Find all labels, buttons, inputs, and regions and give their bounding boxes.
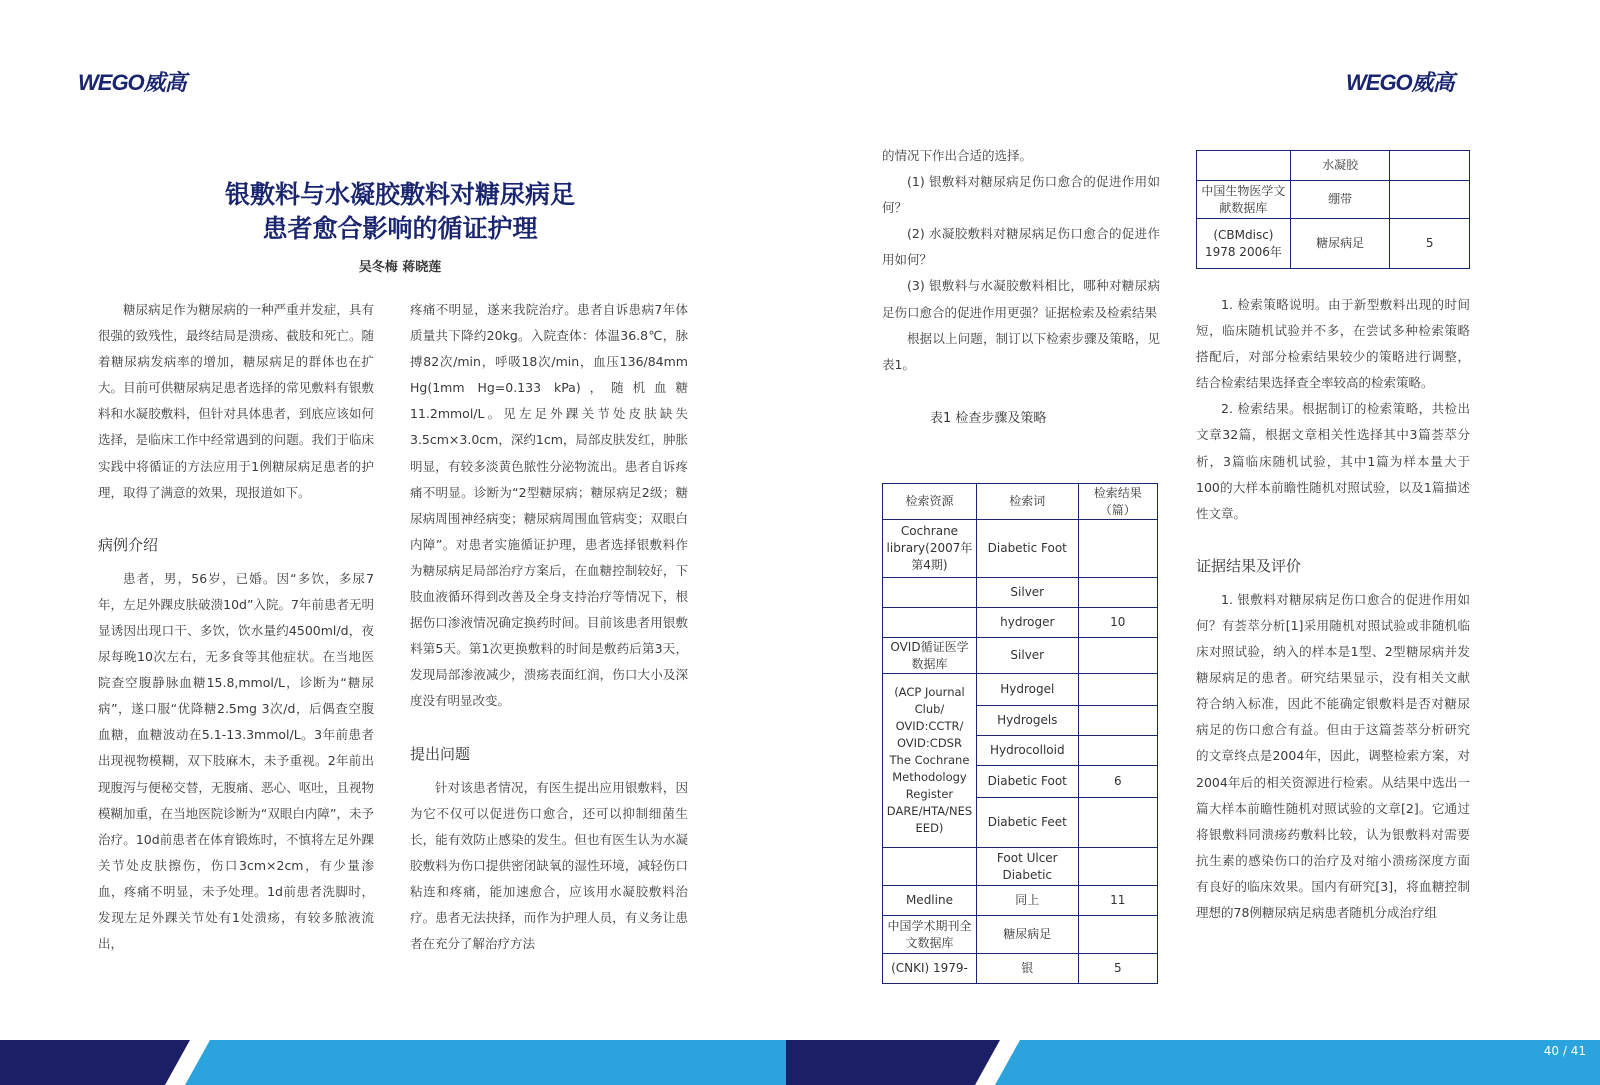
table-row: 水凝胶 — [1197, 151, 1470, 181]
question-3: (3) 银敷料与水凝胶敷料相比，哪种对糖尿病足伤口愈合的促进作用更强？证据检索及检索结果 — [882, 278, 1160, 320]
table-row: (CNKI) 1979- 银 5 — [883, 954, 1158, 984]
table-header-source: 检索资源 — [883, 484, 977, 520]
evidence-paragraph: 1. 银敷料对糖尿病足伤口愈合的促进作用如何？有荟萃分析[1]采用随机对照试验或非随机临床对照试验，纳入的样本是1型、2型糖尿病并发糖尿病足的患者。研究结果显示，没有相关文献符合纳入标准，因此不能确定银敷料是否对糖尿病足的伤口愈合有益。但由于这篇荟萃分析研究的文章终点是2004年，因此，调整检索方案，对2004年后的相关资源进行检索。从结果中选出一篇大样本前瞻性随机对照试验的文章[2]。它通过将银敷料同溃疡药敷料比较，认为银敷料对需要抗生素的感染伤口的治疗及对缩小溃疡深度方面有良好的临床效果。国内有研究[3]，将血糖控制理想的78例糖尿病足病患者随机分成治疗组 — [1196, 591, 1470, 920]
table-row: Cochrane library(2007年第4期) Diabetic Foot — [883, 520, 1158, 578]
footer-band — [0, 1040, 1600, 1085]
title-line-2: 患者愈合影响的循证护理 — [262, 214, 538, 243]
table-row: Foot Ulcer Diabetic — [883, 848, 1158, 886]
search-table-1 — [882, 483, 1158, 984]
article-title — [190, 178, 610, 246]
search-table-2 — [1196, 150, 1470, 269]
case-continued-paragraph: 疼痛不明显，遂来我院治疗。患者自诉患病7年体质量共下降约20kg。入院查体：体温36.8℃，脉搏82次/min，呼吸18次/min，血压136/84mm Hg(1mm Hg=0.133 kPa)，随机血糖11.2mmol/L。见左足外踝关节处皮肤缺失3.5cm×3.0cm，深约1cm，局部皮肤发红，肿胀明显，有较多淡黄色脓性分泌物流出。患者自诉疼痛不明显。诊断为“2型糖尿病；糖尿病足2级；糖尿病周围神经病变；糖尿病周围血管病变；双眼白内障”。对患者实施循证护理，患者选择银敷料作为糖尿病足局部治疗方案后，在血糖控制较好，下肢血液循环得到改善及全身支持治疗等情况下，根据伤口渗液情况确定换药时间。目前该患者用银敷料第5天。第1次更换敷料的时间是敷药后第3天，发现局部渗液减少，溃疡表面红润，伤口大小及深度没有明显改变。 — [410, 302, 688, 709]
table-row: (ACP Journal Club/ OVID:CCTR/ OVID:CDSR The Cochrane Methodology Register DARE/HTA/NES EED) Hydrogel — [883, 674, 1158, 706]
table-row: 中国学术期刊全文数据库 糖尿病足 — [883, 916, 1158, 954]
heading-evidence: 证据结果及评价 — [1196, 556, 1302, 575]
heading-case: 病例介绍 — [98, 535, 159, 554]
title-line-1: 银敷料与水凝胶敷料对糖尿病足 — [224, 180, 575, 209]
page-number: 40 / 41 — [1543, 1044, 1586, 1058]
table-row: hydroger 10 — [883, 608, 1158, 638]
table-row: Hydrocolloid — [883, 736, 1158, 766]
footer-dark-segment-left — [0, 1040, 190, 1085]
wego-logo-right: WEGO威高 — [1346, 70, 1454, 95]
column-3 — [882, 143, 1160, 432]
question-1: (1) 银敷料对糖尿病足伤口愈合的促进作用如何？ — [882, 174, 1160, 216]
heading-question: 提出问题 — [410, 744, 471, 763]
footer-light-segment-left — [185, 1040, 786, 1085]
table-row: 中国生物医学文献数据库 绷带 — [1197, 181, 1470, 219]
intro-paragraph: 糖尿病足作为糖尿病的一种严重并发症，具有很强的致残性，最终结局是溃疡、截肢和死亡。随着糖尿病发病率的增加，糖尿病足的群体也在扩大。目前可供糖尿病足患者选择的常见敷料有银敷料和水凝胶敷料，但针对具体患者，到底应该如何选择，是临床工作中经常遇到的问题。我们于临床实践中将循证的方法应用于1例糖尿病足患者的护理，取得了满意的效果，现报道如下。 — [98, 302, 374, 500]
table-row: Diabetic Feet — [883, 798, 1158, 848]
table-row: Silver — [883, 578, 1158, 608]
table-row: Medline 同上 11 — [883, 886, 1158, 916]
choice-paragraph: 的情况下作出合适的选择。 — [882, 148, 1033, 163]
table-row: OVID循证医学数据库 Silver — [883, 638, 1158, 674]
table-caption: 表1 检查步骤及策略 — [930, 410, 1047, 426]
case-paragraph: 患者，男，56岁，已婚。因“多饮，多尿7年，左足外踝皮肤破溃10d”入院。7年前患者无明显诱因出现口干、多饮，饮水量约4500ml/d，夜尿每晚10次左右，无多食等其他症状。在当地医院查空腹静脉血糖15.8,mmol/L，诊断为“糖尿病”，遂口服“优降糖2.5mg 3次/d，后偶查空腹血糖，血糖波动在5.1-13.3mmol/L。3年前患者出现视物模糊，双下肢麻木，未予重视。2年前出现腹泻与便秘交替，无腹痛、恶心、呕吐，且视物模糊加重，在当地医院诊断为“双眼白内障”，未予治疗。10d前患者在体育锻炼时，不慎将左足外踝关节处皮肤擦伤，伤口3cm×2cm，有少量渗血，疼痛不明显，未予处理。1d前患者洗脚时，发现左足外踝关节处有1处溃疡，有较多脓液流出， — [98, 570, 374, 952]
strategy-paragraph: 根据以上问题，制订以下检索步骤及策略，见表1。 — [882, 330, 1160, 372]
question-2: (2) 水凝胶敷料对糖尿病足伤口愈合的促进作用如何？ — [882, 226, 1160, 268]
footer-light-segment-right — [995, 1040, 1600, 1085]
column-4 — [1196, 292, 1470, 926]
wego-logo-left: WEGO威高 — [78, 70, 186, 95]
column-1 — [98, 297, 374, 957]
column-2 — [410, 297, 688, 957]
question-paragraph: 针对该患者情况，有医生提出应用银敷料，因为它不仅可以促进伤口愈合，还可以抑制细菌生长，能有效防止感染的发生。但也有医生认为水凝胶敷料为伤口提供密闭缺氧的湿性环境，减轻伤口粘连和疼痛，能加速愈合，应该用水凝胶敷料治疗。患者无法抉择，而作为护理人员，有义务让患者在充分了解治疗方法 — [410, 779, 688, 952]
table-row: Diabetic Foot 6 — [883, 766, 1158, 798]
footer-dark-segment-right — [786, 1040, 1000, 1085]
table-row: (CBMdisc) 1978 2006年 糖尿病足 5 — [1197, 219, 1470, 269]
search-result-paragraph: 2. 检索结果。根据制订的检索策略，共检出文章32篇，根据文章相关性选择其中3篇荟萃分析，3篇临床随机试验，其中1篇为样本量大于100的大样本前瞻性随机对照试验，以及1篇描述性文章。 — [1196, 401, 1470, 521]
authors: 吴冬梅 蒋晓莲 — [358, 260, 442, 275]
table-header-result: 检索结果（篇） — [1078, 484, 1157, 520]
strategy-note-paragraph: 1. 检索策略说明。由于新型敷料出现的时间短，临床随机试验并不多，在尝试多种检索策略搭配后，对部分检索结果较少的策略进行调整，结合检索结果选择查全率较高的检索策略。 — [1196, 297, 1470, 391]
table-header-term: 检索词 — [976, 484, 1078, 520]
right-page — [786, 0, 1600, 1085]
table-row: Hydrogels — [883, 706, 1158, 736]
left-page — [0, 0, 786, 1085]
